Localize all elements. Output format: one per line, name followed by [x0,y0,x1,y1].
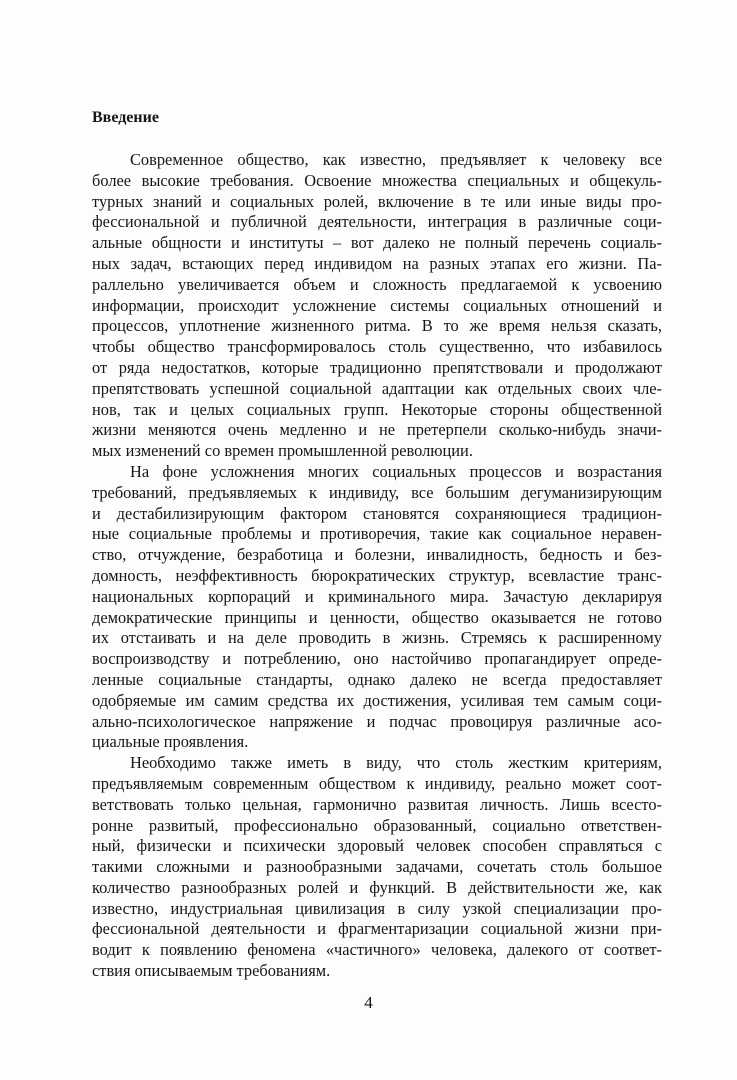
text-line: ствия описываемым требованиям. [92,961,331,981]
text-line: жизни меняются очень медленно и не претерпели сколько-нибудь значи- [92,420,662,440]
text-line: ленные социальные стандарты, однако далеко не всегда предоставляет [92,669,662,689]
text-line: ство, отчуждение, безработица и болезни, инвалидность, бедность и без- [92,545,662,565]
text-line: нов, так и целых социальных групп. Некоторые стороны общественной [92,399,662,419]
text-line: ный, физически и психически здоровый человек способен справляться с [92,836,662,856]
text-line: ально-психологическое напряжение и подчас провоцируя различные асо- [92,711,662,731]
text-line: фессиональной деятельности и фрагментаризации социальной жизни при- [92,919,662,939]
text-line: национальных корпораций и криминального мира. Зачастую декларируя [92,586,662,606]
text-line: такими сложными и разнообразными задачами, сочетать столь большое [92,857,662,877]
text-line: ные социальные проблемы и противоречия, такие как социальное неравен- [92,524,662,544]
paragraph-2 [92,462,662,753]
text-line: и дестабилизирующим фактором становятся сохраняющиеся традицион- [92,503,662,523]
text-line: На фоне усложнения многих социальных процессов и возрастания [130,461,662,481]
text-line: количество разнообразных ролей и функций. В действительности же, как [92,877,662,897]
text-line: чтобы общество трансформировалось столь существенно, что избавилось [92,337,662,357]
text-line: известно, индустриальная цивилизация в силу узкой специализации про- [92,898,662,918]
text-line: мых изменений со времен промышленной революции. [92,441,473,461]
text-line: предъявляемым современным обществом к индивиду, реально может соот- [92,773,662,793]
text-line: турных знаний и социальных ролей, включение в те или иные виды про- [92,191,662,211]
text-line: Необходимо также иметь в виду, что столь жестким критериям, [130,753,662,773]
text-line: фессиональной и публичной деятельности, интеграция в различные соци- [92,212,662,232]
text-line: их отстаивать и на деле проводить в жизнь. Стремясь к расширенному [92,628,662,648]
paragraph-3 [92,753,662,982]
text-line: ронне развитый, профессионально образованный, социально ответствен- [92,815,662,835]
text-line: циальные проявления. [92,732,249,752]
section-heading: Введение [92,109,159,126]
paragraph-1 [92,150,662,462]
text-line: ных задач, встающих перед индивидом на разных этапах его жизни. Па- [92,253,662,273]
text-line: от ряда недостатков, которые традиционно препятствовали и продолжают [92,357,662,377]
text-line: водит к появлению феномена «частичного» человека, далекого от соответ- [92,940,662,960]
text-line: домность, неэффективность бюрократических структур, всевластие транс- [92,565,662,585]
text-line: процессов, уплотнение жизненного ритма. В то же время нельзя сказать, [92,316,662,336]
text-line: воспроизводству и потреблению, оно настойчиво пропагандирует опреде- [92,649,662,669]
text-line: одобряемые им самим средства их достижения, усиливая тем самым соци- [92,690,662,710]
text-line: требований, предъявляемых к индивиду, все большим дегуманизирующим [92,482,662,502]
text-line: Современное общество, как известно, предъявляет к человеку все [130,150,662,169]
text-line: раллельно увеличивается объем и сложность предлагаемой к усвоению [92,274,662,294]
text-line: демократические принципы и ценности, общество оказывается не готово [92,607,662,627]
text-line: препятствовать успешной социальной адаптации как отдельных своих чле- [92,378,662,398]
text-line: альные общности и институты – вот далеко не полный перечень социаль- [92,233,662,253]
text-line: более высокие требования. Освоение множества специальных и общекуль- [92,170,662,190]
body-text [92,150,662,982]
page-number: 4 [364,993,373,1012]
text-line: ветствовать только цельная, гармонично развитая личность. Лишь всесто- [92,794,662,814]
text-line: информации, происходит усложнение системы социальных отношений и [92,295,662,315]
